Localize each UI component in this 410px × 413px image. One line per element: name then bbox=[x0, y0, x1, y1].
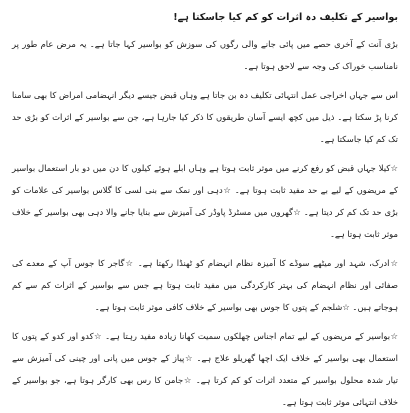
paragraph-remedies-banana: ☆کیلا جہاں قبض کو رفع کرنے میں موثر ثابت ہوتا ہے وہاں ابلے ہوئے کیلوں کا دن میں دو بار استعمال بواسیر کے مریضوں کے لیے بے حد مفید ثابت ہوتا ہے۔ ☆دہی اور نمک سے بنی لسی کا گلاس بواسیر کی علامات کو بڑی حد تک کم کر دیتا ہے۔ ☆گھروں میں مسٹرڈ پاوڈر کی آمیزش سے بنایا جانے والا دہی بھی بواسیر کے خلاف موثر ثابت ہوتا ہے۔ bbox=[12, 163, 398, 239]
article-title: بواسیر کے تکلیف دہ اثرات کو کم کیا جاسکتا ہے! bbox=[173, 12, 398, 23]
paragraph-remedies-grains: ☆بواسیر کے مریضوں کے لیے تمام اجناس چھلکوں سمیت کھانا زیادہ مفید رہتا ہے۔ ☆کدو اور کدو کے پتوں کا استعمال بھی بواسیر کے خلاف ایک اچھا گھریلو علاج ہے۔ ☆پیاز کے جوس میں پانی اور چینی کی آمیزش سے تیار شدہ محلول بواسیر کے متعدد اثرات کو کم کرتا ہے۔ ☆جامن کا رس بھی کارگر ہوتا ہے، جو بواسیر کے خلاف انتہائی موثر ثابت ہوتا ہے۔ bbox=[12, 331, 398, 407]
paragraph-effects: اس سے جہاں اخراجی عمل انتہائی تکلیف دہ بن جاتا ہے وہاں قبض جیسے دیگر انہضامی امراض کا بھی سامنا کرنا پڑ سکتا ہے۔ ذیل میں کچھ ایسے آسان طریقوں کا ذکر کیا جارہا ہے، جن سے بواسیر کے اثرات کو بڑی حد تک کم کیا جاسکتا ہے۔ bbox=[12, 90, 398, 144]
paragraph-intro: بڑی آنت کے آخری حصے میں پائی جانے والی رگوں کی سوزش کو بواسیر کہا جاتا ہے۔ یہ مرض عام طور پر نامناسب خوراک کی وجہ سے لاحق ہوتا ہے۔ bbox=[12, 39, 398, 71]
paragraph-remedies-ginger: ☆ادرک، شہد اور میٹھے سوڈے کا آمیزہ نظام انہضام کو ٹھنڈا رکھتا ہے۔ ☆گاجر کا جوس آپ کے معدے کی صفائی اور نظام انہضام کی بہتر کارکردگی میں مفید ثابت ہوتا ہے جس سے بواسیر کے اثرات کم سے کم ہوجاتے ہیں۔ ☆شلجم کے پتوں کا جوس بھی بواسیر کے خلاف کافی موثر ثابت ہوتا ہے۔ bbox=[12, 258, 398, 312]
